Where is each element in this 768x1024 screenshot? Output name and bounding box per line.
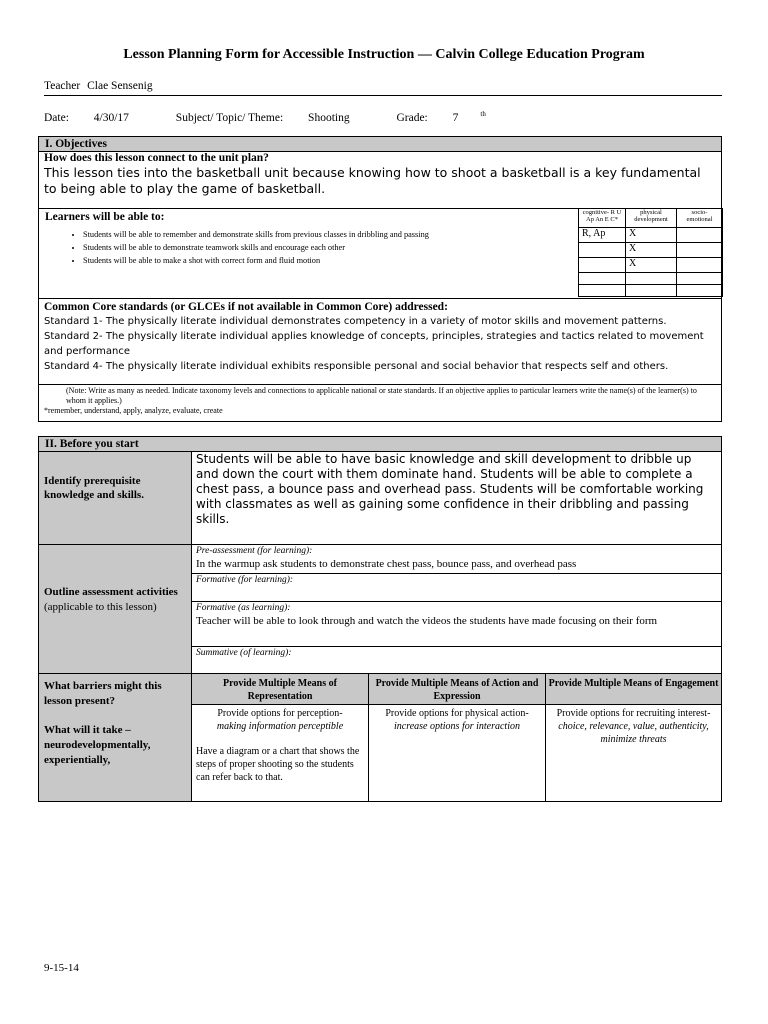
- teacher-line: [44, 80, 722, 96]
- meta-line: [44, 110, 508, 124]
- note-block: [39, 385, 721, 416]
- assess-cells: [192, 545, 721, 674]
- objectives-section: [38, 136, 722, 422]
- assess-sub: (applicable to this lesson): [44, 601, 157, 613]
- connect-question: How does this lesson connect to the unit plan?: [44, 152, 269, 164]
- learner-item: • Students will be able to demonstrate teamwork skills and encourage each other: [83, 241, 613, 254]
- standards-block: [39, 299, 721, 385]
- phys-cell: X: [626, 228, 677, 243]
- prereq-text: Students will be able to have basic knowledge and skill development to dribble up and down the court with them dominate hand. Students will be able to complete a chest pass, a bounce pass and overhead pass. Students will be comfortable working with classmates as well as gaining some confidence in their dribbling and passing skills.: [192, 452, 721, 545]
- learner-item: • Students will be able to remember and demonstrate skills from previous classes in dribbling and passing: [83, 228, 613, 241]
- footer-date: 9-15-14: [44, 962, 79, 974]
- formative-as-text: Teacher will be able to look through and watch the videos the students have made focusing on their form: [196, 615, 658, 627]
- learner-level-table: [578, 208, 723, 297]
- grade-sup: th: [480, 110, 486, 118]
- barriers-label-cell: [39, 674, 192, 801]
- formative-as-cell: [192, 602, 721, 647]
- subject-label: Subject/ Topic/ Theme:: [175, 111, 284, 124]
- udl-header-action: Provide Multiple Means of Action and Expression: [369, 674, 546, 705]
- teacher-value: Clae Sensenig: [87, 80, 153, 92]
- standards-label: Common Core standards (or GLCEs if not available in Common Core) addressed:: [44, 301, 448, 313]
- udl-cell-representation: [192, 705, 369, 801]
- engage-line-b: choice, relevance, value, authenticity, minimize threats: [558, 721, 709, 745]
- objectives-header: I. Objectives: [39, 137, 721, 152]
- assess-label-cell: [39, 545, 192, 674]
- standard-item: Standard 1- The physically literate individual demonstrates competency in a variety of motor skills and movement patterns.: [44, 316, 667, 327]
- col-header-cognitive: cognitive- R U Ap An E C*: [579, 209, 626, 228]
- date-value: 4/30/17: [93, 111, 129, 124]
- standard-item: Standard 4- The physically literate individual exhibits responsible personal and social behavior that respects self and others.: [44, 361, 669, 372]
- formative-for-label: Formative (for learning):: [196, 575, 294, 585]
- phys-cell: X: [626, 243, 677, 258]
- what-label: What will it take – neurodevelopmentally, experientially,: [44, 724, 151, 766]
- assess-label: Outline assessment activities: [44, 586, 178, 598]
- col-header-socio: socio-emotional: [677, 209, 723, 228]
- udl-cell-engagement: [546, 705, 721, 801]
- subject-value: Shooting: [308, 111, 350, 124]
- udl-header-engagement: Provide Multiple Means of Engagement: [546, 674, 721, 705]
- pre-assessment-label: Pre-assessment (for learning):: [196, 546, 313, 556]
- barriers-label: What barriers might this lesson present?: [44, 680, 162, 707]
- soc-cell: [677, 243, 723, 258]
- connect-answer: This lesson ties into the basketball unit because knowing how to shoot a basketball is a key fundamental to being able to play the game of basketball.: [44, 165, 701, 196]
- action-line-a: Provide options for physical action-: [385, 708, 529, 719]
- col-header-physical: physical development: [626, 209, 677, 228]
- action-line-b: increase options for interaction: [393, 721, 520, 732]
- learners-list: [39, 228, 613, 267]
- note-text: (Note: Write as many as needed. Indicate taxonomy levels and connections to applicable national or state standards. If an objective applies to particular learners write the name(s) of the learner(s) to whom it applies.): [66, 386, 697, 405]
- engage-line-a: Provide options for recruiting interest-: [556, 708, 711, 719]
- phys-cell: X: [626, 258, 677, 273]
- udl-cell-action: [369, 705, 546, 801]
- teacher-label: Teacher: [44, 80, 81, 92]
- grade-value: 7: [452, 111, 459, 124]
- learner-item: • Students will be able to make a shot with correct form and fluid motion: [83, 254, 613, 267]
- cog-cell: [579, 243, 626, 258]
- udl-header-representation: Provide Multiple Means of Representation: [192, 674, 369, 705]
- cog-cell: R, Ap: [579, 228, 626, 243]
- pre-assessment-cell: [192, 545, 721, 574]
- prereq-label-cell: [39, 452, 192, 545]
- rep-line-b: making information perceptible: [216, 721, 344, 732]
- standard-item: Standard 2- The physically literate individual applies knowledge of concepts, principles, strategies and tactics related to movement and performance: [44, 331, 704, 357]
- rep-line-c: Have a diagram or a chart that shows the steps of proper shooting so the students can refer back to that.: [196, 746, 360, 783]
- soc-cell: [677, 258, 723, 273]
- date-label: Date:: [44, 111, 69, 124]
- summative-cell: [192, 647, 721, 659]
- taxonomy-note: *remember, understand, apply, analyze, evaluate, create: [44, 406, 223, 415]
- soc-cell: [677, 228, 723, 243]
- learners-block: [39, 209, 721, 299]
- prereq-label: Identify prerequisite knowledge and skills.: [44, 475, 144, 501]
- learners-label: Learners will be able to:: [45, 211, 165, 223]
- before-header: II. Before you start: [39, 437, 721, 452]
- pre-assessment-text: In the warmup ask students to demonstrate chest pass, bounce pass, and overhead pass: [196, 558, 577, 570]
- form-title: Lesson Planning Form for Accessible Instruction — Calvin College Education Program: [123, 47, 645, 62]
- grade-label: Grade:: [396, 111, 428, 124]
- summative-label: Summative (of learning):: [196, 648, 292, 658]
- connect-block: [39, 152, 721, 209]
- formative-as-label: Formative (as learning):: [196, 603, 291, 613]
- before-section: [38, 436, 722, 802]
- rep-line-a: Provide options for perception-: [217, 708, 343, 719]
- cog-cell: [579, 258, 626, 273]
- udl-grid: [192, 674, 721, 801]
- formative-for-cell: [192, 574, 721, 602]
